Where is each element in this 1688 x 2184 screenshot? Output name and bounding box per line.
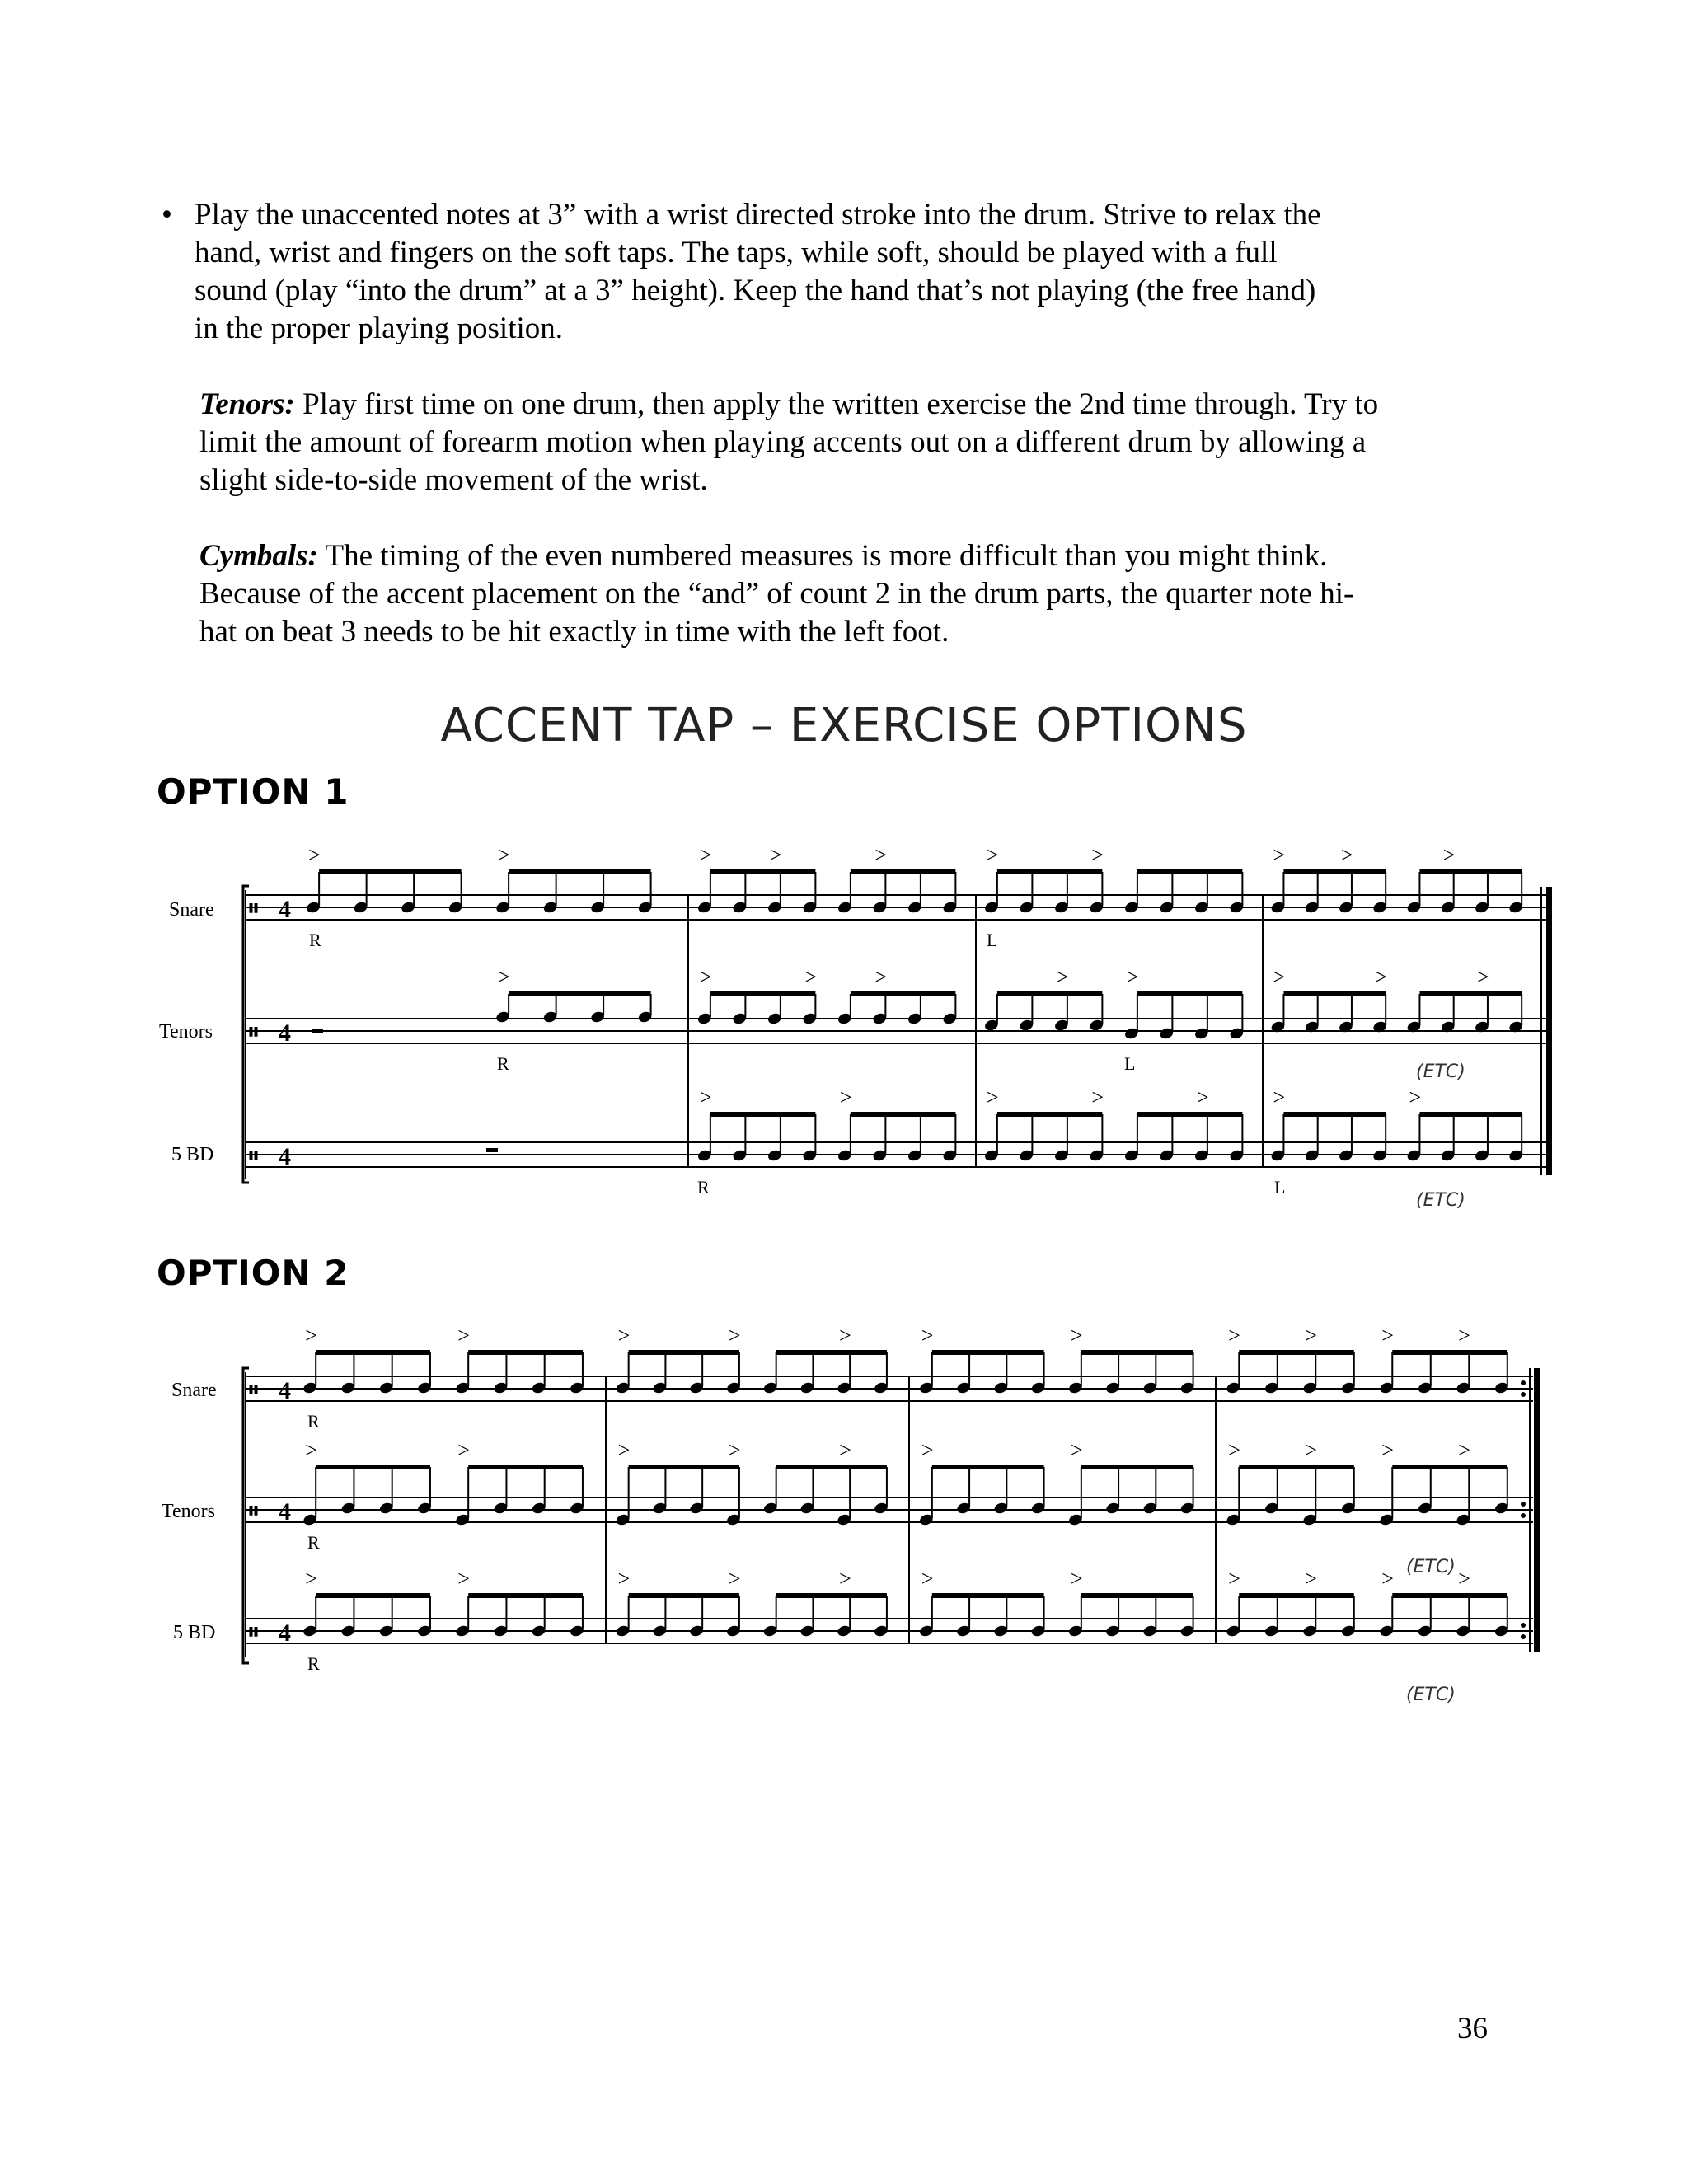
accent-mark: > — [839, 1567, 851, 1591]
accent-mark: > — [305, 1438, 317, 1462]
accent-mark: > — [1340, 843, 1353, 867]
accent-mark: > — [874, 843, 888, 867]
tenors-label: Tenors: — [199, 387, 295, 421]
time-signature: 4 — [279, 1143, 291, 1170]
page-number: 36 — [1457, 2012, 1488, 2046]
accent-mark: > — [305, 1324, 317, 1347]
cymbals-line: hat on beat 3 needs to be hit exactly in time with the left foot. — [199, 615, 950, 649]
accent-mark: > — [839, 1324, 851, 1347]
accent-mark: > — [1273, 965, 1286, 989]
instrument-label-5bd: 5 BD — [173, 1622, 216, 1643]
accent-mark: > — [308, 843, 321, 867]
percussion-clef: 𝄥 — [250, 1619, 257, 1647]
accent-mark: > — [1305, 1438, 1317, 1462]
instrument-label-5bd: 5 BD — [171, 1144, 214, 1165]
accent-mark: > — [1273, 1085, 1286, 1109]
percussion-clef: 𝄥 — [250, 1377, 257, 1404]
accent-mark: > — [1228, 1438, 1240, 1462]
instrument-label-snare: Snare — [171, 1380, 217, 1401]
accent-mark: > — [1305, 1324, 1317, 1347]
accent-mark: > — [769, 843, 782, 867]
accent-mark: > — [457, 1324, 470, 1347]
accent-mark: > — [1305, 1567, 1317, 1591]
bullet-line: sound (play “into the drum” at a 3” height). Keep the hand that’s not playing (the free hand) — [195, 274, 1316, 307]
sticking-label: R — [697, 1177, 710, 1197]
bullet-dot: • — [162, 198, 172, 232]
accent-mark: > — [617, 1567, 631, 1591]
bullet-line: hand, wrist and fingers on the soft taps. The taps, while soft, should be played with a full — [195, 236, 1278, 269]
accent-mark: > — [1228, 1567, 1240, 1591]
accent-mark: > — [1442, 843, 1456, 867]
accent-mark: > — [498, 843, 510, 867]
accent-mark: > — [874, 965, 888, 989]
accent-mark: > — [1458, 1324, 1470, 1347]
time-signature: 4 — [279, 1619, 291, 1647]
accent-mark: > — [617, 1438, 631, 1462]
final-barline — [1534, 1368, 1540, 1652]
accent-mark: > — [839, 1085, 852, 1109]
accent-mark: > — [1070, 1438, 1083, 1462]
etc-label: (ETC) — [1406, 1685, 1456, 1705]
accent-mark: > — [1381, 1438, 1394, 1462]
accent-mark: > — [1091, 843, 1104, 867]
accent-mark: > — [921, 1567, 934, 1591]
accent-mark: > — [1056, 965, 1069, 989]
accent-mark: > — [728, 1438, 741, 1462]
accent-mark: > — [839, 1438, 851, 1462]
sticking-label: L — [987, 930, 998, 950]
accent-mark: > — [921, 1324, 934, 1347]
accent-mark: > — [986, 1085, 999, 1109]
option1-heading: OPTION 1 — [157, 771, 349, 812]
tenors-line: limit the amount of forearm motion when playing accents out on a different drum by allowing a — [199, 425, 1367, 459]
accent-mark: > — [1070, 1324, 1083, 1347]
accent-mark: > — [1070, 1567, 1083, 1591]
accent-mark: > — [1091, 1085, 1104, 1109]
cymbals-line: Because of the accent placement on the “and” of count 2 in the drum parts, the quarter note hi- — [199, 577, 1354, 611]
instrument-label-tenors: Tenors — [159, 1021, 213, 1043]
accent-mark: > — [1409, 1085, 1422, 1109]
accent-mark: > — [1381, 1324, 1394, 1347]
time-signature: 4 — [279, 896, 291, 923]
accent-mark: > — [457, 1567, 470, 1591]
clefs-and-time — [249, 1377, 291, 1647]
accent-mark: > — [457, 1438, 470, 1462]
accent-mark: > — [498, 965, 510, 989]
time-signature: 4 — [279, 1019, 291, 1047]
sticking-label: R — [309, 930, 321, 950]
percussion-clef: 𝄥 — [250, 1019, 257, 1047]
sticking-label: R — [307, 1411, 320, 1432]
accent-mark: > — [699, 843, 712, 867]
accent-mark: > — [699, 1085, 712, 1109]
sticking-label: L — [1124, 1053, 1136, 1074]
accent-mark: > — [1458, 1438, 1470, 1462]
time-signature: 4 — [279, 1498, 291, 1526]
time-signature: 4 — [279, 1377, 291, 1404]
staff-lines — [246, 1376, 1533, 1643]
tenors-text: Play first time on one drum, then apply the written exercise the 2nd time through. Try to — [294, 387, 1379, 421]
etc-label: (ETC) — [1416, 1062, 1465, 1082]
accent-mark: > — [921, 1438, 934, 1462]
option2-notes — [302, 1324, 1510, 1638]
percussion-clef: 𝄥 — [250, 1498, 257, 1526]
option2-heading: OPTION 2 — [157, 1253, 349, 1293]
sticking-label: R — [307, 1653, 320, 1674]
bullet-line: in the proper playing position. — [195, 312, 564, 345]
accent-mark: > — [305, 1567, 317, 1591]
sticking-label: R — [497, 1053, 509, 1074]
accent-mark: > — [986, 843, 999, 867]
accent-mark: > — [1458, 1567, 1470, 1591]
accent-mark: > — [728, 1567, 741, 1591]
accent-mark: > — [699, 965, 712, 989]
accent-mark: > — [804, 965, 818, 989]
accent-mark: > — [1375, 965, 1387, 989]
cymbals-label: Cymbals: — [199, 539, 318, 573]
cymbals-text: The timing of the even numbered measures is more difficult than you might think. — [317, 539, 1328, 573]
exercise-title: ACCENT TAP – EXERCISE OPTIONS — [440, 699, 1248, 752]
accent-mark: > — [728, 1324, 741, 1347]
accent-mark: > — [1381, 1567, 1394, 1591]
instrument-label-snare: Snare — [169, 899, 214, 921]
accent-mark: > — [617, 1324, 631, 1347]
sticking-label: L — [1274, 1177, 1286, 1197]
percussion-clef: 𝄥 — [250, 1143, 257, 1170]
accent-mark: > — [1126, 965, 1139, 989]
accent-mark: > — [1196, 1085, 1209, 1109]
tenors-line: slight side-to-side movement of the wrist. — [199, 463, 708, 497]
etc-label: (ETC) — [1406, 1557, 1456, 1577]
accent-mark: > — [1476, 965, 1489, 989]
sticking-label: R — [307, 1532, 320, 1553]
percussion-clef: 𝄥 — [250, 896, 257, 923]
accent-mark: > — [1228, 1324, 1240, 1347]
bullet-line: Play the unaccented notes at 3” with a wrist directed stroke into the drum. Strive to relax the — [195, 198, 1321, 232]
accent-mark: > — [1273, 843, 1286, 867]
etc-label: (ETC) — [1416, 1190, 1465, 1211]
instrument-label-tenors: Tenors — [162, 1501, 215, 1522]
